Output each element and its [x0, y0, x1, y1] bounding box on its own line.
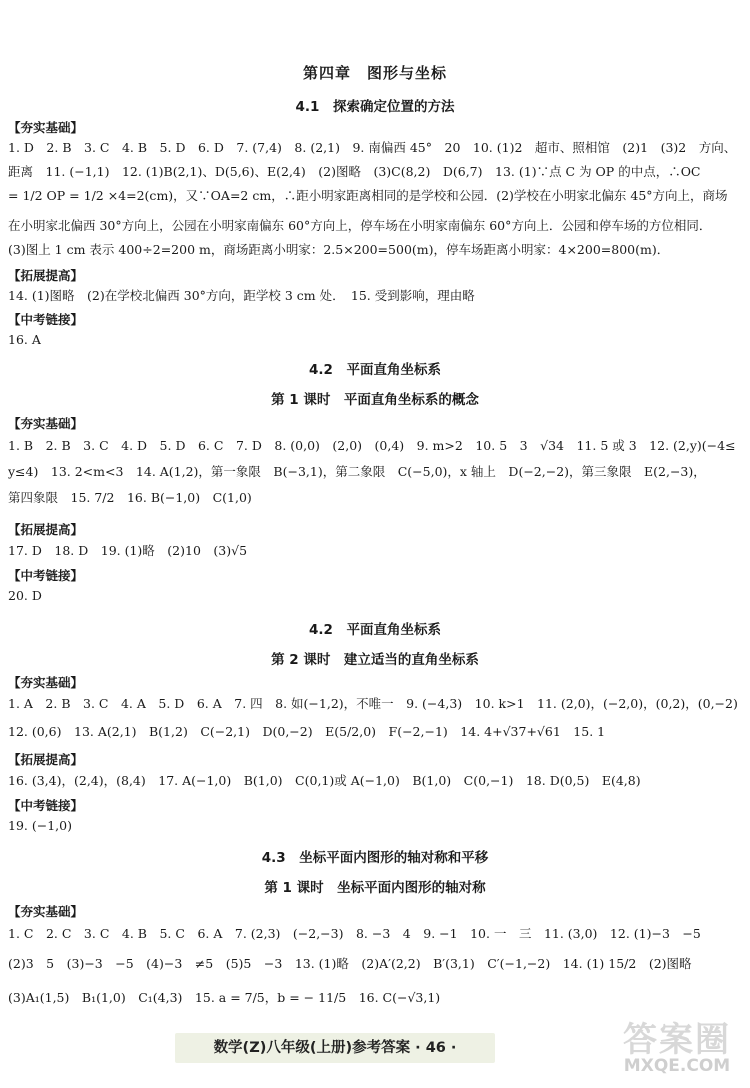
answer-line: (2)3 5 (3)−3 −5 (4)−3 ≠5 (5)5 −3 13. (1)略 (2)A′(2,2) B′(3,1) C′(−1,−2) 14. (1) 15/2 (2)图略	[8, 956, 692, 971]
tag-basic: 【夯实基础】	[8, 904, 84, 919]
page-footer: 数学(Z)八年级(上册)参考答案 · 46 ·	[175, 1033, 495, 1063]
answer-line: 1. A 2. B 3. C 4. A 5. D 6. A 7. 四 8. 如(−1,2)，不唯一 9. (−4,3) 10. k>1 11. (2,0)，(−2,0)，(0,2)，(0,−2)	[8, 696, 738, 711]
tag-exam: 【中考链接】	[8, 312, 84, 327]
watermark-text: 答案圈	[623, 1020, 731, 1060]
answer-line: 距离 11. (−1,1) 12. (1)B(2,1)、D(5,6)、E(2,4) (2)图略 (3)C(8,2) D(6,7) 13. (1)∵点 C 为 OP 的中点，∴OC	[8, 164, 701, 179]
answer-line: 17. D 18. D 19. (1)略 (2)10 (3)√5	[8, 543, 248, 558]
tag-basic: 【夯实基础】	[8, 120, 84, 135]
watermark-url: MXQE.COM	[623, 1056, 731, 1076]
tag-extension: 【拓展提高】	[8, 268, 84, 283]
section-title-4-2: 4.2 平面直角坐标系	[309, 362, 441, 378]
answer-line: = 1/2 OP = 1/2 ×4=2(cm)，又∵OA=2 cm，∴距小明家距离相同的是学校和公园．(2)学校在小明家北偏东 45°方向上，商场	[8, 188, 728, 203]
section-title-4-2: 4.2 平面直角坐标系	[309, 622, 441, 638]
answer-line: (3)图上 1 cm 表示 400÷2=200 m，商场距离小明家：2.5×200=500(m)，停车场距离小明家：4×200=800(m)．	[8, 242, 670, 257]
answer-line: 16. (3,4)，(2,4)，(8,4) 17. A(−1,0) B(1,0) C(0,1)或 A(−1,0) B(1,0) C(0,−1) 18. D(0,5) E(4,8)	[8, 773, 641, 788]
tag-exam: 【中考链接】	[8, 568, 84, 583]
watermark-logo	[612, 1012, 742, 1082]
tag-basic: 【夯实基础】	[8, 416, 84, 431]
lesson-title: 第 2 课时 建立适当的直角坐标系	[271, 652, 479, 668]
answer-line: 1. C 2. C 3. C 4. B 5. C 6. A 7. (2,3) (−2,−3) 8. −3 4 9. −1 10. 一 三 11. (3,0) 12. (1)−3 −5	[8, 926, 701, 941]
tag-exam: 【中考链接】	[8, 798, 84, 813]
chapter-title: 第四章 图形与坐标	[302, 64, 447, 82]
answer-line: 第四象限 15. 7/2 16. B(−1,0) C(1,0)	[8, 490, 252, 505]
answer-line: 20. D	[8, 588, 42, 603]
answer-line: 19. (−1,0)	[8, 818, 72, 833]
answer-line: (3)A₁(1,5) B₁(1,0) C₁(4,3) 15. a = 7/5，b = − 11/5 16. C(−√3,1)	[8, 990, 441, 1005]
tag-basic: 【夯实基础】	[8, 675, 84, 690]
tag-extension: 【拓展提高】	[8, 752, 84, 767]
answer-line: 在小明家北偏西 30°方向上，公园在小明家南偏东 60°方向上，停车场在小明家南偏东 60°方向上．公园和停车场的方位相同．	[8, 218, 712, 233]
answer-line: 16. A	[8, 332, 41, 347]
answer-line: 12. (0,6) 13. A(2,1) B(1,2) C(−2,1) D(0,−2) E(5/2,0) F(−2,−1) 14. 4+√37+√61 15. 1	[8, 724, 606, 739]
answer-line: 1. D 2. B 3. C 4. B 5. D 6. D 7. (7,4) 8. (2,1) 9. 南偏西 45° 20 10. (1)2 超市、照相馆 (2)1 (3)2 方向、	[8, 140, 737, 155]
lesson-title: 第 1 课时 坐标平面内图形的轴对称	[264, 880, 486, 896]
answer-line: 1. B 2. B 3. C 4. D 5. D 6. C 7. D 8. (0,0) (2,0) (0,4) 9. m>2 10. 5 3 √34 11. 5 或 3 12. (2,y)(−4≤	[8, 438, 736, 453]
lesson-title: 第 1 课时 平面直角坐标系的概念	[271, 392, 479, 408]
section-title-4-3: 4.3 坐标平面内图形的轴对称和平移	[261, 850, 489, 866]
answer-line: 14. (1)图略 (2)在学校北偏西 30°方向，距学校 3 cm 处． 15. 受到影响，理由略	[8, 288, 475, 303]
tag-extension: 【拓展提高】	[8, 522, 84, 537]
section-title-4-1: 4.1 探索确定位置的方法	[295, 99, 455, 115]
answer-line: y≤4) 13. 2<m<3 14. A(1,2)，第一象限 B(−3,1)，第二象限 C(−5,0)，x 轴上 D(−2,−2)，第三象限 E(2,−3)，	[8, 464, 706, 479]
